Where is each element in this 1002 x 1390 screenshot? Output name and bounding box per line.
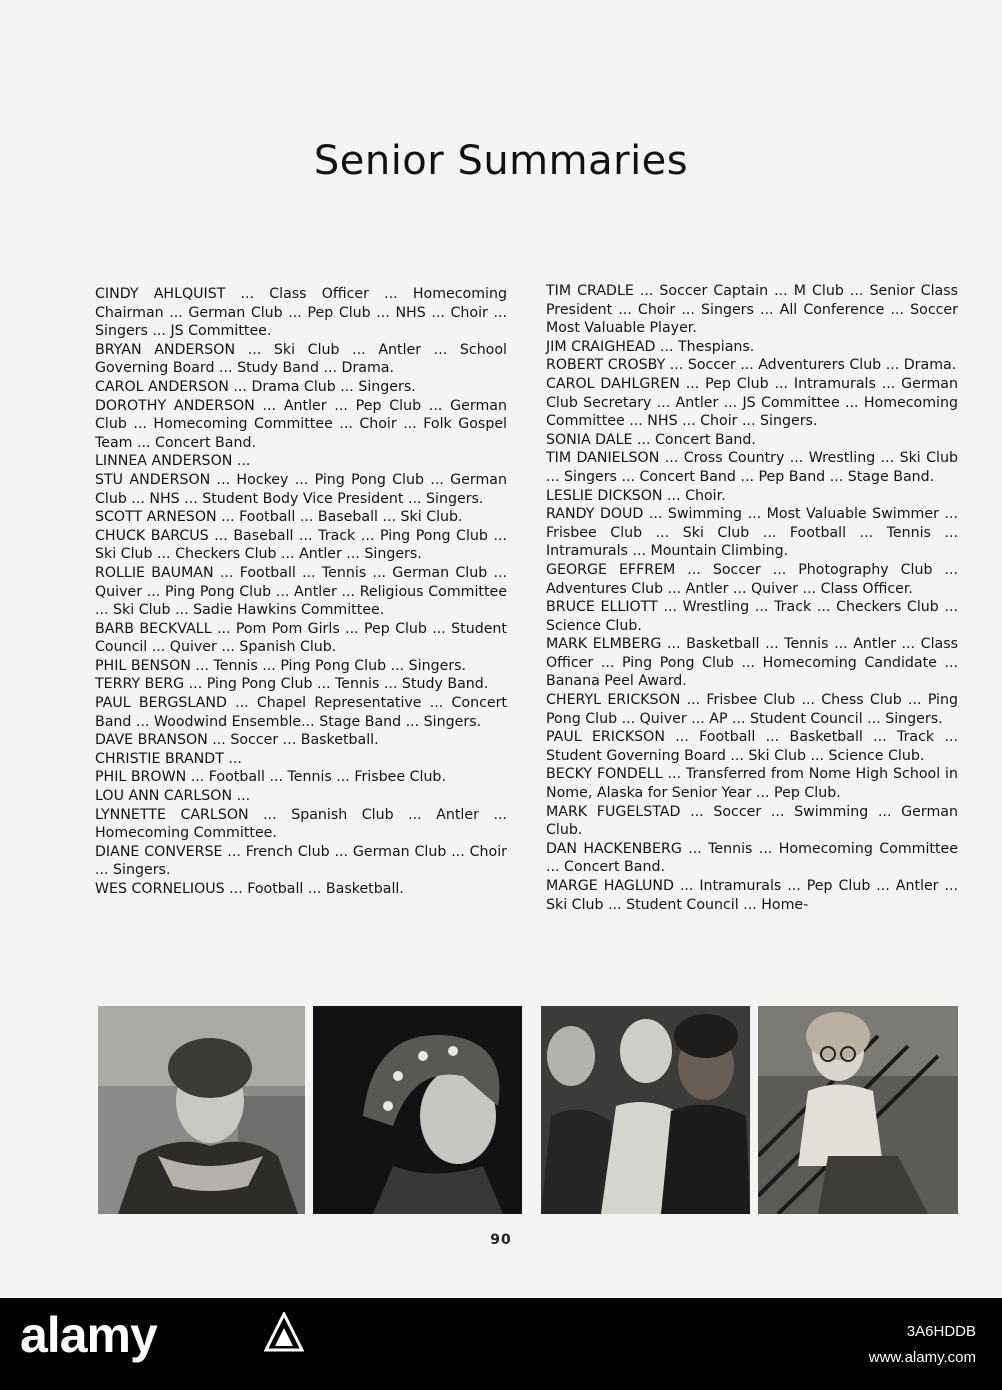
summary-entry: PAUL BERGSLAND ... Chapel Representative ... Concert Band ... Woodwind Ensemble... Stage Band ... Singers. (95, 695, 507, 730)
summary-entry: LINNEA ANDERSON ... (95, 453, 251, 470)
photo-student-bonnet (313, 1006, 522, 1214)
summary-entry: CHUCK BARCUS ... Baseball ... Track ... Ping Pong Club ... Ski Club ... Checkers Club ... Antler ... Singers. (95, 527, 507, 563)
photo-student-group (541, 1006, 750, 1214)
summary-entry: ROBERT CROSBY ... Soccer ... Adventurers Club ... Drama. (546, 357, 957, 374)
photo-student-jacket (98, 1006, 305, 1214)
summary-entry: MARK FUGELSTAD ... Soccer ... Swimming ... German Club. (546, 803, 958, 839)
summary-entry: LOU ANN CARLSON ... (95, 788, 251, 805)
right-column (546, 282, 958, 914)
summary-entry: DAVE BRANSON ... Soccer ... Basketball. (95, 732, 379, 749)
alamy-logo-icon (264, 1312, 304, 1356)
summary-entry: LYNNETTE CARLSON ... Spanish Club ... Antler ... Homecoming Committee. (95, 806, 507, 842)
summary-entry: TIM CRADLE ... Soccer Captain ... M Club ... Senior Class President ... Choir ... Singers ... All Conference ... Soccer Most Valuable Player. (546, 283, 958, 337)
summary-entry: RANDY DOUD ... Swimming ... Most Valuable Swimmer ... Frisbee Club ... Ski Club ... Football ... Tennis ... Intramurals ... Mountain Climbing. (546, 506, 958, 560)
summary-entry: CINDY AHLQUIST ... Class Officer ... Homecoming Chairman ... German Club ... Pep Club ... NHS ... Choir ... Singers ... JS Committee. (95, 286, 507, 340)
summary-entry: TIM DANIELSON ... Cross Country ... Wrestling ... Ski Club ... Singers ... Concert Band ... Pep Band ... Stage Band. (546, 450, 958, 485)
summary-entry: CHRISTIE BRANDT ... (95, 750, 242, 767)
summary-entry: MARGE HAGLUND ... Intramurals ... Pep Club ... Antler ... Ski Club ... Student Council ... Home- (546, 878, 958, 913)
summary-entry: JIM CRAIGHEAD ... Thespians. (546, 338, 755, 355)
summary-entry: DIANE CONVERSE ... French Club ... German Club ... Choir ... Singers. (95, 843, 507, 879)
summary-entry: PHIL BENSON ... Tennis ... Ping Pong Club ... Singers. (95, 657, 467, 674)
summary-entry: BARB BECKVALL ... Pom Pom Girls ... Pep Club ... Student Council ... Quiver ... Spanish Club. (95, 620, 507, 656)
photo-student-stairs (758, 1006, 958, 1214)
summary-entry: GEORGE EFFREM ... Soccer ... Photography Club ... Adventures Club ... Antler ... Quiver ... Class Officer. (546, 561, 958, 597)
summary-entry: MARK ELMBERG ... Basketball ... Tennis ... Antler ... Class Officer ... Ping Pong Club ... Homecoming Candidate ... Banana Peel Award. (546, 636, 958, 690)
watermark-url[interactable]: www.alamy.com (868, 1349, 976, 1366)
summary-entry: CHERYL ERICKSON ... Frisbee Club ... Chess Club ... Ping Pong Club ... Quiver ... AP ... Student Council ... Singers. (546, 692, 958, 727)
summary-entry: PAUL ERICKSON ... Football ... Basketball ... Track ... Student Governing Board ... Ski Club ... Science Club. (546, 729, 958, 764)
summary-entry: SCOTT ARNESON ... Football ... Baseball ... Ski Club. (95, 509, 463, 526)
left-column (95, 285, 507, 899)
summary-entry: SONIA DALE ... Concert Band. (546, 431, 756, 448)
image-id: 3A6HDDB (906, 1323, 976, 1340)
page-title: Senior Summaries (313, 138, 689, 184)
summary-entry: BECKY FONDELL ... Transferred from Nome High School in Nome, Alaska for Senior Year ... Pep Club. (546, 766, 958, 802)
summary-entry: DOROTHY ANDERSON ... Antler ... Pep Club ... German Club ... Homecoming Committee ... Choir ... Folk Gospel Team ... Concert Band. (95, 397, 507, 451)
summary-entry: CAROL ANDERSON ... Drama Club ... Singers. (95, 378, 416, 395)
summary-entry: LESLIE DICKSON ... Choir. (546, 487, 726, 504)
watermark-footer (0, 1298, 1002, 1390)
page-number: 90 (490, 1232, 512, 1248)
summary-entry: BRUCE ELLIOTT ... Wrestling ... Track ... Checkers Club ... Science Club. (546, 599, 958, 634)
summary-entry: CAROL DAHLGREN ... Pep Club ... Intramurals ... German Club Secretary ... Antler ... JS Committee ... Homecoming Committee ... NHS ... Choir ... Singers. (546, 375, 958, 430)
summary-entry: PHIL BROWN ... Football ... Tennis ... Frisbee Club. (95, 769, 446, 786)
summary-entry: DAN HACKENBERG ... Tennis ... Homecoming Committee ... Concert Band. (546, 840, 958, 876)
summary-entry: ROLLIE BAUMAN ... Football ... Tennis ... German Club ... Quiver ... Ping Pong Club ... Antler ... Religious Committee ... Ski Club ... Sadie Hawkins Committee. (95, 564, 507, 619)
summary-entry: TERRY BERG ... Ping Pong Club ... Tennis ... Study Band. (95, 676, 489, 693)
alamy-logo: alamy (20, 1307, 157, 1363)
summary-entry: STU ANDERSON ... Hockey ... Ping Pong Club ... German Club ... NHS ... Student Body Vice President ... Singers. (95, 471, 507, 507)
summary-entry: BRYAN ANDERSON ... Ski Club ... Antler ... School Governing Board ... Study Band ... Drama. (95, 341, 507, 377)
summary-entry: WES CORNELIOUS ... Football ... Basketball. (95, 881, 404, 897)
